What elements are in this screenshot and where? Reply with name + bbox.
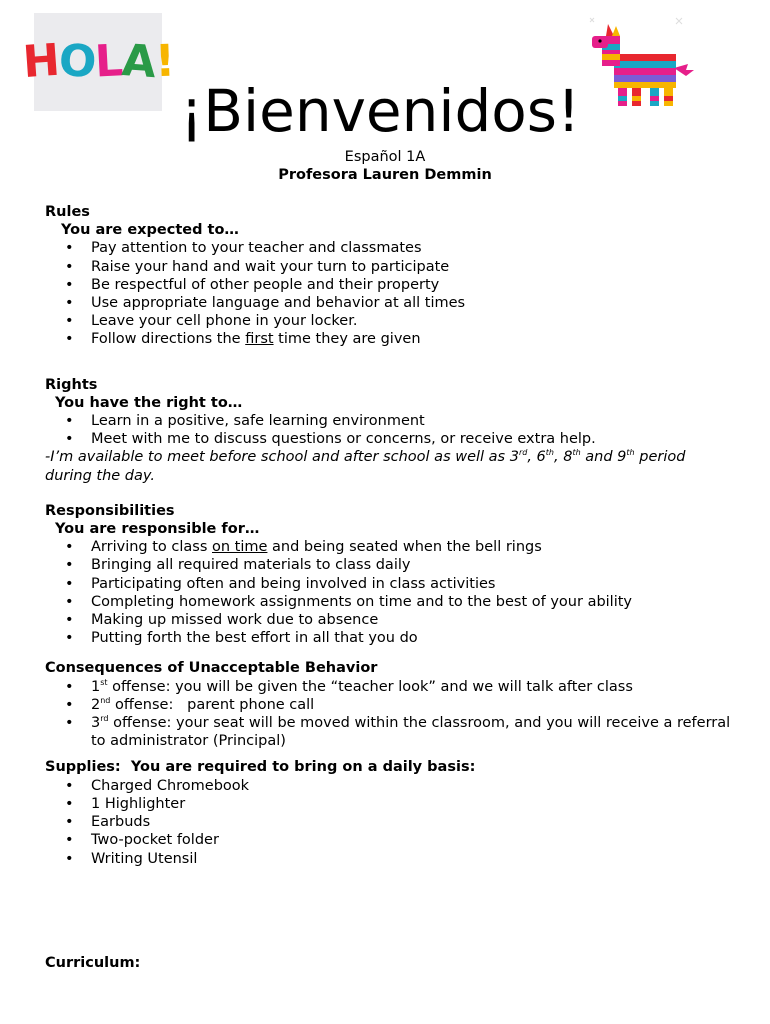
item-text: Follow directions the <box>91 331 246 348</box>
logo-letter: H <box>21 34 60 89</box>
rights-heading: Rights <box>45 376 98 393</box>
list-item: • Completing homework assignments on time and to the best of your ability <box>45 593 745 611</box>
pinata-icon <box>588 14 696 114</box>
logo-letter: L <box>93 35 123 88</box>
note-text: -I’m available to meet before school and after school as well as 3 <box>45 449 519 466</box>
list-item <box>45 714 745 750</box>
consequences-heading: Consequences of Unacceptable Behavior <box>45 660 378 677</box>
item-text: time they are given <box>273 331 421 348</box>
availability-note <box>45 448 725 484</box>
consequences-list <box>45 678 745 751</box>
logo-letter: A <box>120 34 156 89</box>
ordinal-suffix: nd <box>100 696 111 706</box>
list-item: • Bringing all required materials to class daily <box>45 556 745 574</box>
item-text: offense: your seat will be moved within the classroom, and you will receive a referral to administrator (Principal) <box>91 715 731 750</box>
ordinal-suffix: th <box>545 448 554 458</box>
note-text: and 9 <box>580 449 627 466</box>
item-text: and being seated when the bell rings <box>267 539 542 556</box>
syllabus-body <box>45 203 745 972</box>
ordinal-suffix: th <box>572 448 581 458</box>
list-item: • Pay attention to your teacher and classmates <box>45 239 745 257</box>
teacher-name: Profesora Lauren Demmin <box>278 167 492 183</box>
ordinal-suffix: rd <box>518 448 528 458</box>
rights-intro: You have the right to… <box>55 394 243 411</box>
note-text: , 8 <box>554 449 573 466</box>
list-item: • Leave your cell phone in your locker. <box>45 312 745 330</box>
list-item: • Charged Chromebook <box>45 777 745 795</box>
list-item: • Writing Utensil <box>45 850 745 868</box>
rules-list <box>45 239 745 348</box>
list-item <box>45 696 745 714</box>
offense-number: 1 <box>91 678 101 695</box>
list-item: • Be respectful of other people and their property <box>45 276 745 294</box>
note-text: period during the day. <box>45 449 686 484</box>
supplies-heading: Supplies: You are required to bring on a daily basis: <box>45 759 476 776</box>
item-text: offense: you will be given the “teacher look” and we will talk after class <box>107 678 633 695</box>
logo-letter: ! <box>154 35 175 88</box>
list-item <box>45 678 745 696</box>
supplies-list <box>45 777 745 868</box>
ordinal-suffix: st <box>100 677 108 687</box>
rights-list <box>45 412 745 448</box>
list-item: • Meet with me to discuss questions or concerns, or receive extra help. <box>45 430 745 448</box>
list-item <box>45 538 745 556</box>
hola-logo <box>21 13 175 111</box>
note-text: , 6 <box>527 449 546 466</box>
curriculum-heading: Curriculum: <box>45 954 141 971</box>
list-item: • Participating often and being involved in class activities <box>45 575 745 593</box>
ordinal-suffix: rd <box>100 714 109 724</box>
logo-letter: O <box>57 35 96 88</box>
list-item: • Raise your hand and wait your turn to participate <box>45 258 745 276</box>
item-text: Arriving to class <box>91 539 212 556</box>
rules-intro: You are expected to… <box>61 222 239 239</box>
list-item: • Two-pocket folder <box>45 831 745 849</box>
underlined-word: on time <box>212 539 268 556</box>
ordinal-suffix: th <box>626 448 635 458</box>
offense-number: 3 <box>91 715 101 732</box>
list-item: • Learn in a positive, safe learning environment <box>45 412 745 430</box>
list-item: • Use appropriate language and behavior at all times <box>45 294 745 312</box>
course-name: Español 1A <box>344 149 426 165</box>
list-item: • Making up missed work due to absence <box>45 611 745 629</box>
list-item: • Putting forth the best effort in all that you do <box>45 629 745 647</box>
page-title: ¡Bienvenidos! <box>180 77 581 145</box>
rules-heading: Rules <box>45 204 90 220</box>
offense-number: 2 <box>91 696 101 713</box>
item-text: offense: parent phone call <box>110 696 315 713</box>
responsibilities-heading: Responsibilities <box>45 502 175 519</box>
list-item: • Earbuds <box>45 813 745 831</box>
responsibilities-intro: You are responsible for… <box>55 521 260 538</box>
responsibilities-list <box>45 538 745 647</box>
list-item <box>45 330 745 348</box>
underlined-word: first <box>245 331 274 348</box>
list-item: • 1 Highlighter <box>45 795 745 813</box>
